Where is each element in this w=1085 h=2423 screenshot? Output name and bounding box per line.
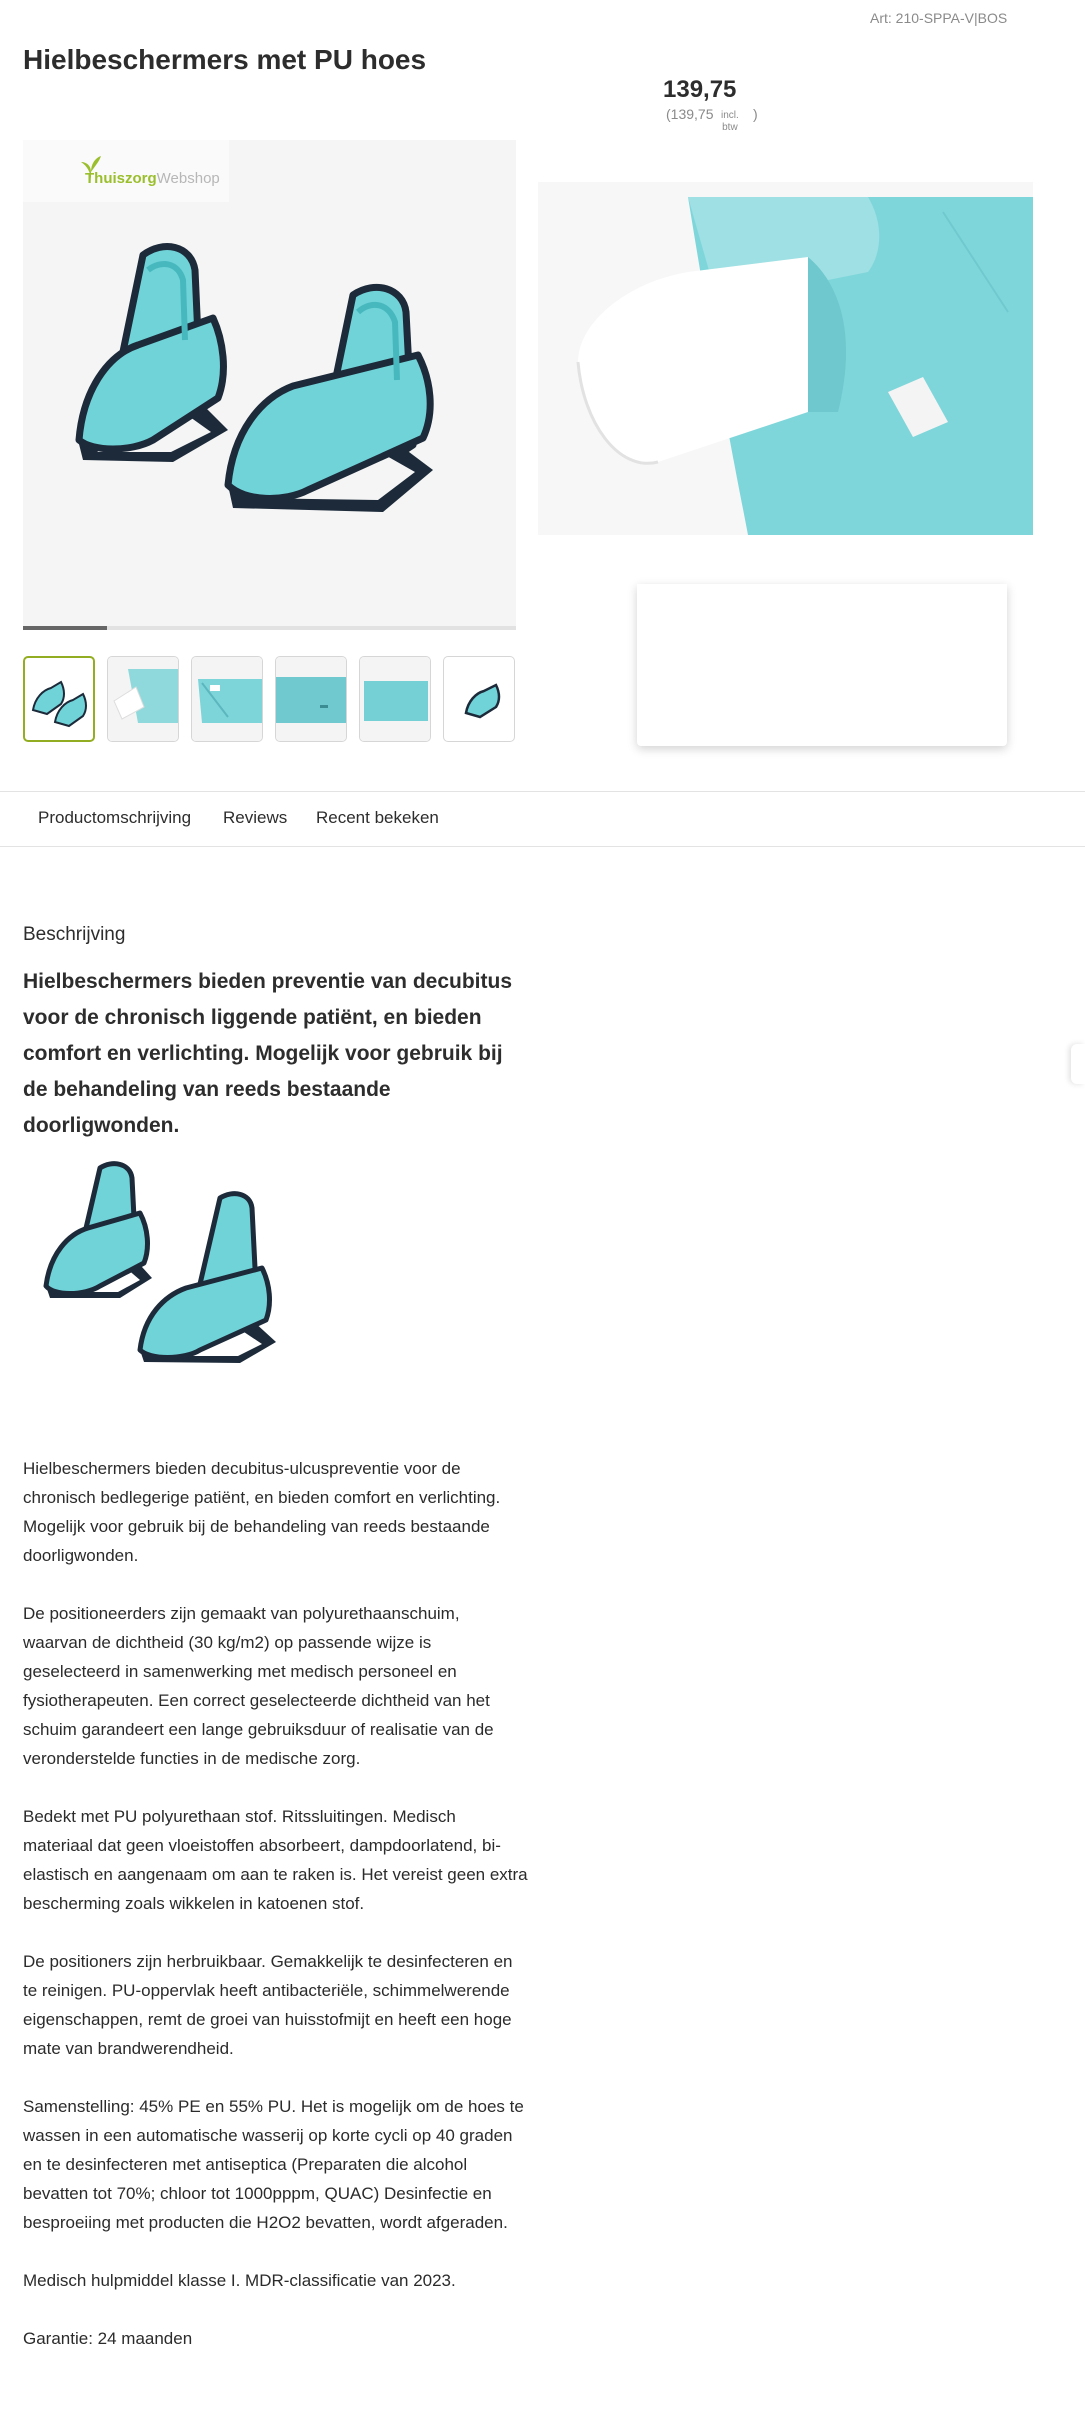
description-paragraph: Bedekt met PU polyurethaan stof. Ritssluitingen. Medisch materiaal dat geen vloeistoffen absorbeert, dampdoorlatend, bi-elastisch en aangenaam om aan te raken is. Het vereist geen extra bescherming zoals wikkelen in katoenen stof.: [23, 1807, 528, 1913]
description-image: [40, 1158, 320, 1363]
price-block: [663, 76, 773, 140]
thumbnail-3[interactable]: [191, 656, 263, 742]
detail-image: [538, 182, 1033, 535]
thumbnail-2[interactable]: [107, 656, 179, 742]
thumbnail-6[interactable]: [443, 656, 515, 742]
tab-recent-bekeken[interactable]: Recent bekeken: [316, 808, 439, 827]
description-paragraph: Medisch hulpmiddel klasse I. MDR-classificatie van 2023.: [23, 2271, 456, 2290]
side-feedback-tab[interactable]: [1071, 1044, 1085, 1084]
incl-vat-label: incl. btw: [721, 110, 739, 133]
gallery-slider[interactable]: [23, 626, 516, 630]
description-body: [23, 1454, 528, 2382]
article-number: Art: 210-SPPA-V|BOS: [870, 10, 1008, 26]
tab-productomschrijving[interactable]: Productomschrijving: [38, 808, 192, 827]
description-paragraph: Hielbeschermers bieden decubitus-ulcuspreventie voor de chronisch bedlegerige patiënt, en bieden comfort en verlichting. Mogelijk voor gebruik bij de behandeling van reeds bestaande doorligwonden.: [23, 1459, 501, 1565]
gallery-slider-thumb[interactable]: [23, 626, 107, 630]
product-tabs: [0, 791, 1085, 847]
pillow-insert-illustration: [538, 182, 1033, 535]
description-lead: Hielbeschermers bieden preventie van decubitus voor de chronisch liggende patiënt, en bieden comfort en verlichting. Mogelijk voor gebruik bij de behandeling van reeds bestaande doorligwonden.: [23, 970, 513, 1137]
logo-text: ThuiszorgWebshop: [85, 170, 220, 187]
thumbnail-strip: [23, 656, 518, 746]
main-product-image[interactable]: [23, 140, 516, 628]
price-incl-vat: [663, 106, 773, 140]
description-heading: Beschrijving: [23, 924, 126, 945]
price-secondary-close: ): [753, 106, 758, 122]
description-paragraph: Samenstelling: 45% PE en 55% PU. Het is mogelijk om de hoes te wassen in een automatische wasserij op korte cycli op 40 graden en te desinfecteren met antiseptica (Preparaten die alcohol bevatten tot 70%; chloor tot 1000pppm, QUAC) Desinfectie en besproeiing met producten die H2O2 bevatten, wordt afgeraden.: [23, 2097, 524, 2232]
price-secondary: (139,75: [666, 106, 714, 122]
thumbnail-4[interactable]: [275, 656, 347, 742]
price-main: 139,75: [663, 76, 737, 103]
heel-protectors-illustration: [23, 140, 516, 628]
description-paragraph: De positioneerders zijn gemaakt van polyurethaanschuim, waarvan de dichtheid (30 kg/m2) op passende wijze is geselecteerd in samenwerking met medisch personeel en fysiotherapeuten. Een correct geselecteerde dichtheid van het schuim garandeert een lange gebruiksduur of realisatie van de veronderstelde functies in de medische zorg.: [23, 1604, 494, 1768]
description-paragraph: De positioners zijn herbruikbaar. Gemakkelijk te desinfecteren en te reinigen. PU-oppervlak heeft antibacteriële, schimmelwerende eigenschappen, remt de groei van huisstofmijt en heeft een hoge mate van brandwerendheid.: [23, 1952, 513, 2058]
thumbnail-1[interactable]: [23, 656, 95, 742]
tab-reviews[interactable]: Reviews: [223, 808, 288, 827]
description-paragraph: Garantie: 24 maanden: [23, 2329, 193, 2348]
product-title: Hielbeschermers met PU hoes: [23, 44, 427, 75]
purchase-card: [637, 584, 1007, 746]
thumbnail-5[interactable]: [359, 656, 431, 742]
